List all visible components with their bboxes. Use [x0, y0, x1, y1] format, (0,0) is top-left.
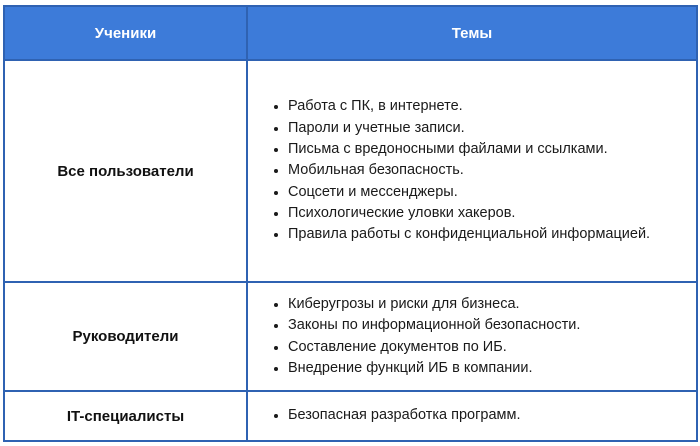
- audience-cell: Все пользователи: [4, 60, 247, 282]
- topic-item: • Пароли и учетные записи.: [288, 118, 696, 139]
- topic-item: • Безопасная разработка программ.: [288, 405, 696, 426]
- table-row-all-users: [4, 60, 697, 282]
- topic-item: • Психологические уловки хакеров.: [288, 203, 696, 224]
- training-table-container: [3, 5, 696, 442]
- table-header-row: [4, 6, 697, 60]
- topic-item: • Киберугрозы и риски для бизнеса.: [288, 294, 696, 315]
- topic-item: • Законы по информационной безопасности.: [288, 315, 696, 336]
- header-students: Ученики: [4, 6, 247, 60]
- topic-item: • Соцсети и мессенджеры.: [288, 182, 696, 203]
- topic-item: • Составление документов по ИБ.: [288, 337, 696, 358]
- table-row-managers: [4, 282, 697, 391]
- training-topics-table: [3, 5, 698, 442]
- audience-cell: IT-специалисты: [4, 391, 247, 441]
- topics-cell: [247, 391, 697, 441]
- topic-item: • Правила работы с конфиденциальной информацией.: [288, 224, 696, 245]
- topics-cell: [247, 60, 697, 282]
- topics-cell: [247, 282, 697, 391]
- header-topics: Темы: [247, 6, 697, 60]
- table-row-it-specialists: [4, 391, 697, 441]
- topics-list: [248, 96, 696, 245]
- topic-item: • Письма с вредоносными файлами и ссылками.: [288, 139, 696, 160]
- topic-item: • Внедрение функций ИБ в компании.: [288, 358, 696, 379]
- topics-list: [248, 405, 696, 426]
- topic-item: • Работа с ПК, в интернете.: [288, 96, 696, 117]
- audience-cell: Руководители: [4, 282, 247, 391]
- topics-list: [248, 294, 696, 379]
- topic-item: • Мобильная безопасность.: [288, 160, 696, 181]
